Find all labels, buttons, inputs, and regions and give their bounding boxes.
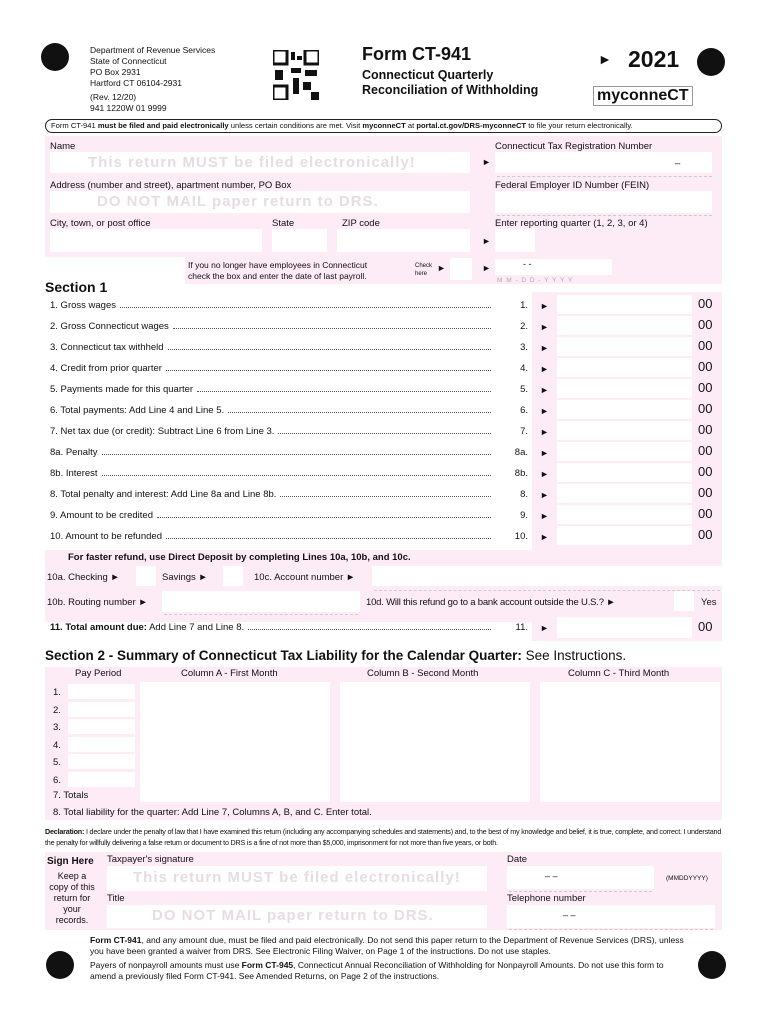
address-watermark: DO NOT MAIL paper return to DRS.: [97, 193, 379, 210]
arrow-icon: ►: [540, 343, 549, 353]
line-label: [50, 531, 495, 542]
line-label: [50, 384, 495, 395]
form-ref: Form CT-945: [241, 960, 294, 970]
instruction-paragraph: [90, 960, 690, 982]
arrow-icon: ►: [540, 301, 549, 311]
signature-date-input[interactable]: – –: [507, 866, 654, 889]
arrow-icon: ►: [540, 427, 549, 437]
line-label: [50, 342, 495, 353]
pay-period-row-label: 3.: [53, 722, 61, 733]
cents-label: 00: [698, 380, 713, 395]
arrow-icon: ►: [540, 511, 549, 521]
line-text: 5. Payments made for this quarter: [50, 384, 194, 395]
name-watermark: This return MUST be filed electronically!: [88, 154, 416, 171]
qr-code-icon: [273, 50, 319, 100]
instruction-text: , and any amount due, must be filed and paid electronically. Do not send this paper return to the Department of Revenue Services (DRS), unless you have been granted a waiver from DRS. See Electronic Filing Waiver, on Page 1 of the instructions. Do not use staples.: [90, 935, 684, 956]
arrow-icon: ►: [598, 51, 612, 67]
section-1-title: Section 1: [45, 279, 108, 295]
no-employees-line: check the box and enter the date of last payroll.: [188, 271, 367, 281]
line-number: 5.: [520, 384, 528, 395]
agency-line: State of Connecticut: [90, 56, 167, 66]
arrow-icon: ►: [482, 236, 491, 246]
line-11-label: [50, 622, 495, 633]
line-11-text: Add Line 7 and Line 8.: [146, 622, 245, 633]
filing-instructions: [90, 935, 690, 982]
subtitle-line: Connecticut Quarterly: [362, 68, 494, 82]
agency-line: PO Box 2931: [90, 67, 141, 77]
cents-label: 00: [698, 506, 713, 521]
cents-label: 00: [698, 485, 713, 500]
dot-leader: [278, 433, 491, 434]
line-text: 9. Amount to be credited: [50, 510, 153, 521]
dot-leader: [228, 412, 491, 413]
column-c-header: Column C - Third Month: [568, 668, 670, 679]
line-label: [50, 363, 495, 374]
cents-label: 00: [698, 464, 713, 479]
check-text: Check: [415, 263, 433, 269]
liability-column-inputs[interactable]: [540, 682, 720, 802]
column-b-header: Column B - Second Month: [367, 668, 479, 679]
digit-guides: [509, 929, 713, 930]
arrow-icon: ►: [540, 364, 549, 374]
arrow-icon: ►: [540, 469, 549, 479]
tax-year: 2021: [628, 46, 680, 72]
totals-label: 7. Totals: [53, 790, 89, 801]
pay-period-header: Pay Period: [75, 668, 122, 679]
line-amount-input[interactable]: [557, 442, 692, 461]
city-input[interactable]: [50, 229, 262, 252]
line-text: 4. Credit from prior quarter: [50, 363, 162, 374]
notice-text: at: [405, 121, 417, 130]
pay-period-input[interactable]: [68, 684, 135, 699]
cents-label: 00: [698, 527, 713, 542]
line-number: 6.: [520, 405, 528, 416]
routing-number-label: 10b. Routing number ►: [47, 597, 148, 608]
zip-input[interactable]: [337, 229, 470, 252]
direct-deposit-note: For faster refund, use Direct Deposit by completing Lines 10a, 10b, and 10c.: [68, 552, 411, 563]
fein-label: Federal Employer ID Number (FEIN): [495, 180, 650, 191]
zip-label: ZIP code: [342, 218, 380, 229]
instruction-paragraph: [90, 935, 690, 957]
dot-leader: [157, 517, 491, 518]
check-text: here: [415, 271, 428, 277]
line-number: 8a.: [514, 447, 528, 458]
cents-label: 00: [698, 401, 713, 416]
line-11-bold: 11. Total amount due:: [50, 622, 147, 633]
line-label: [50, 321, 495, 332]
arrow-icon: ►: [540, 490, 549, 500]
check-here-label: [415, 262, 432, 278]
agency-line: Department of Revenue Services: [90, 45, 216, 55]
line-text: 2. Gross Connecticut wages: [50, 321, 169, 332]
date-label: Date: [507, 854, 528, 865]
line-number: 10.: [514, 531, 528, 542]
line-11-input[interactable]: [557, 617, 692, 638]
line-text: 1. Gross wages: [50, 300, 116, 311]
line-amount-input[interactable]: [557, 484, 692, 503]
foreign-account-question: 10d. Will this refund go to a bank account outside the U.S.? ►: [366, 597, 616, 608]
line-text: 8b. Interest: [50, 468, 98, 479]
line-label: [50, 489, 495, 500]
registration-mark: [41, 43, 69, 71]
date-format-hint: M M - D D - Y Y Y Y: [497, 277, 574, 284]
line-number: 7.: [520, 426, 528, 437]
no-employees-checkbox[interactable]: [450, 258, 472, 280]
title-watermark: DO NOT MAIL paper return to DRS.: [152, 907, 434, 924]
registration-mark: [697, 48, 725, 76]
routing-number-input[interactable]: [162, 591, 360, 612]
line-amount-input[interactable]: [557, 400, 692, 419]
pay-period-input[interactable]: [68, 754, 135, 769]
address-label: Address (number and street), apartment number, PO Box: [50, 180, 292, 191]
cents-label: 00: [698, 296, 713, 311]
sign-here-label: Sign Here: [47, 856, 94, 867]
arrow-icon: ►: [540, 385, 549, 395]
pay-period-input[interactable]: [68, 719, 135, 734]
notice-text: myconneCT: [362, 121, 406, 130]
pay-period-input[interactable]: [68, 702, 135, 717]
line-amount-input[interactable]: [557, 421, 692, 440]
liability-column-inputs[interactable]: [140, 682, 330, 802]
savings-label: Savings ►: [162, 572, 208, 583]
dot-leader: [280, 496, 491, 497]
notice-text: must be filed and paid electronically: [97, 121, 229, 130]
arrow-icon: ►: [540, 406, 549, 416]
pay-period-input[interactable]: [68, 772, 135, 787]
agency-line: 941 1220W 01 9999: [90, 103, 167, 113]
line-text: 10. Amount to be refunded: [50, 531, 162, 542]
pay-period-row-label: 2.: [53, 704, 61, 716]
line-amount-input[interactable]: [557, 526, 692, 545]
agency-line: (Rev. 12/20): [90, 92, 137, 102]
arrow-icon: ►: [482, 157, 491, 167]
subtitle-line: Reconciliation of Withholding: [362, 83, 539, 97]
registration-mark: [46, 951, 74, 979]
notice-text: unless certain conditions are met. Visit: [228, 121, 363, 130]
line-text: 8. Total penalty and interest: Add Line 8a and Line 8b.: [50, 489, 277, 500]
liability-column-inputs[interactable]: [340, 682, 530, 802]
checking-checkbox[interactable]: [136, 566, 156, 586]
line-text: 7. Net tax due (or credit): Subtract Line 6 from Line 3.: [50, 426, 275, 437]
name-label: Name: [50, 141, 76, 152]
column-a-header: Column A - First Month: [181, 668, 278, 679]
line-amount-input[interactable]: [557, 379, 692, 398]
dot-leader: [197, 391, 491, 392]
registration-dash: –: [675, 158, 681, 169]
signature-label: Taxpayer's signature: [107, 854, 194, 865]
city-label: City, town, or post office: [50, 218, 151, 229]
keep-copy-note: Keep a copy of this return for your records.: [49, 871, 95, 925]
phone-label: Telephone number: [507, 893, 586, 904]
date-format-hint: (MMDDYYYY): [666, 875, 708, 882]
cents-label: 00: [698, 317, 713, 332]
dot-leader: [248, 629, 491, 630]
line-label: [50, 300, 495, 311]
efile-notice: [45, 119, 722, 133]
line-label: [50, 405, 495, 416]
arrow-icon: ►: [540, 448, 549, 458]
line-11-number: 11.: [515, 622, 528, 633]
savings-checkbox[interactable]: [223, 566, 243, 586]
line-number: 3.: [520, 342, 528, 353]
last-payroll-date-input[interactable]: - -: [495, 259, 612, 275]
no-employees-line: If you no longer have employees in Connecticut: [188, 260, 368, 270]
yes-label: Yes: [701, 597, 717, 608]
line-8-total-label: 8. Total liability for the quarter: Add Line 7, Columns A, B, and C. Enter total.: [53, 807, 372, 818]
registration-mark: [698, 951, 726, 979]
arrow-icon: ►: [540, 623, 549, 633]
line-number: 8.: [520, 489, 528, 500]
pay-period-row-label: 6.: [53, 774, 61, 786]
digit-guides: [509, 891, 652, 892]
form-subtitle: [362, 68, 538, 98]
line-amount-input[interactable]: [557, 463, 692, 482]
line-amount-input[interactable]: [557, 337, 692, 356]
line-amount-input[interactable]: [557, 505, 692, 524]
line-amount-input[interactable]: [557, 295, 692, 314]
form-ref: Form CT-941: [90, 935, 142, 945]
pay-period-input[interactable]: [68, 737, 135, 752]
line-number: 4.: [520, 363, 528, 374]
line-label: [50, 426, 495, 437]
arrow-icon: ►: [437, 263, 446, 273]
cents-label: 00: [698, 619, 713, 634]
foreign-account-checkbox[interactable]: [674, 591, 694, 611]
notice-link[interactable]: portal.ct.gov/DRS-myconneCT: [416, 121, 527, 130]
notice-text: to file your return electronically.: [526, 121, 633, 130]
dot-leader: [102, 454, 491, 455]
form-title: Form CT-941: [362, 44, 472, 64]
instruction-text: Payers of nonpayroll amounts must use: [90, 960, 242, 970]
line-number: 9.: [520, 510, 528, 521]
declaration-bold: Declaration:: [45, 827, 85, 836]
dot-leader: [166, 370, 491, 371]
line-amount-input[interactable]: [557, 316, 692, 335]
digit-guides: [497, 176, 712, 177]
account-number-label: 10c. Account number ►: [254, 572, 356, 583]
dot-leader: [173, 328, 491, 329]
state-input[interactable]: [272, 229, 327, 252]
arrow-icon: ►: [540, 532, 549, 542]
pay-period-row-label: 4.: [53, 739, 61, 751]
line-number: 8b.: [514, 468, 528, 479]
section-2-title: [45, 648, 626, 663]
line-text: 3. Connecticut tax withheld: [50, 342, 164, 353]
line-number: 1.: [520, 300, 528, 311]
arrow-icon: ►: [540, 322, 549, 332]
arrow-icon: ►: [482, 263, 491, 273]
digit-guides: [497, 215, 712, 216]
dot-leader: [102, 475, 491, 476]
notice-text: Form CT-941: [51, 121, 98, 130]
fein-input[interactable]: [495, 191, 712, 213]
line-number: 2.: [520, 321, 528, 332]
declaration: [45, 826, 725, 848]
cents-label: 00: [698, 443, 713, 458]
agency-line: Hartford CT 06104-2931: [90, 78, 182, 88]
signature-watermark: This return MUST be filed electronically!: [133, 869, 461, 886]
tax-registration-label: Connecticut Tax Registration Number: [495, 141, 653, 152]
line-label: [50, 510, 495, 521]
pay-period-row-label: 1.: [53, 687, 61, 698]
section-2-title-bold: Section 2 - Summary of Connecticut Tax Liability for the Calendar Quarter:: [45, 648, 522, 663]
state-label: State: [272, 218, 295, 229]
no-employees-text: [188, 260, 367, 282]
quarter-label: Enter reporting quarter (1, 2, 3, or 4): [495, 218, 648, 229]
dot-leader: [120, 307, 491, 308]
line-text: 6. Total payments: Add Line 4 and Line 5.: [50, 405, 225, 416]
cents-label: 00: [698, 359, 713, 374]
pay-period-row-label: 5.: [53, 757, 61, 768]
line-amount-input[interactable]: [557, 358, 692, 377]
cents-label: 00: [698, 422, 713, 437]
checking-label: 10a. Checking ►: [47, 572, 120, 583]
cents-label: 00: [698, 338, 713, 353]
account-number-input[interactable]: [372, 566, 722, 586]
quarter-input[interactable]: [495, 229, 535, 252]
dot-leader: [168, 349, 491, 350]
dot-leader: [166, 538, 491, 539]
agency-address: [90, 45, 215, 114]
line-text: 8a. Penalty: [50, 447, 98, 458]
instruction-text: , Connecticut Annual Reconciliation of Withholding for Nonpayroll Amounts. Do not use this form to amend a previously filed Form CT-941. See Amended Returns, on Page 2 of the instructions.: [90, 960, 664, 981]
title-label: Title: [107, 893, 125, 904]
telephone-input[interactable]: – –: [507, 905, 715, 928]
declaration-text: I declare under the penalty of law that I have examined this return (including any accompanying schedules and statements) and, to the best of my knowledge and belief, it is true, complete, and correct. I understand the penalty for willfully delivering a false return or document to DRS is a fine of not more than $5,000, imprisonment for not more than five years, or both.: [45, 827, 722, 847]
myconnect-logo: myconneCT: [593, 86, 693, 106]
line-label: [50, 468, 495, 479]
section-2-title-rest: See Instructions.: [521, 648, 627, 663]
digit-guides: [374, 590, 720, 591]
digit-guides: [164, 614, 358, 615]
line-label: [50, 447, 495, 458]
